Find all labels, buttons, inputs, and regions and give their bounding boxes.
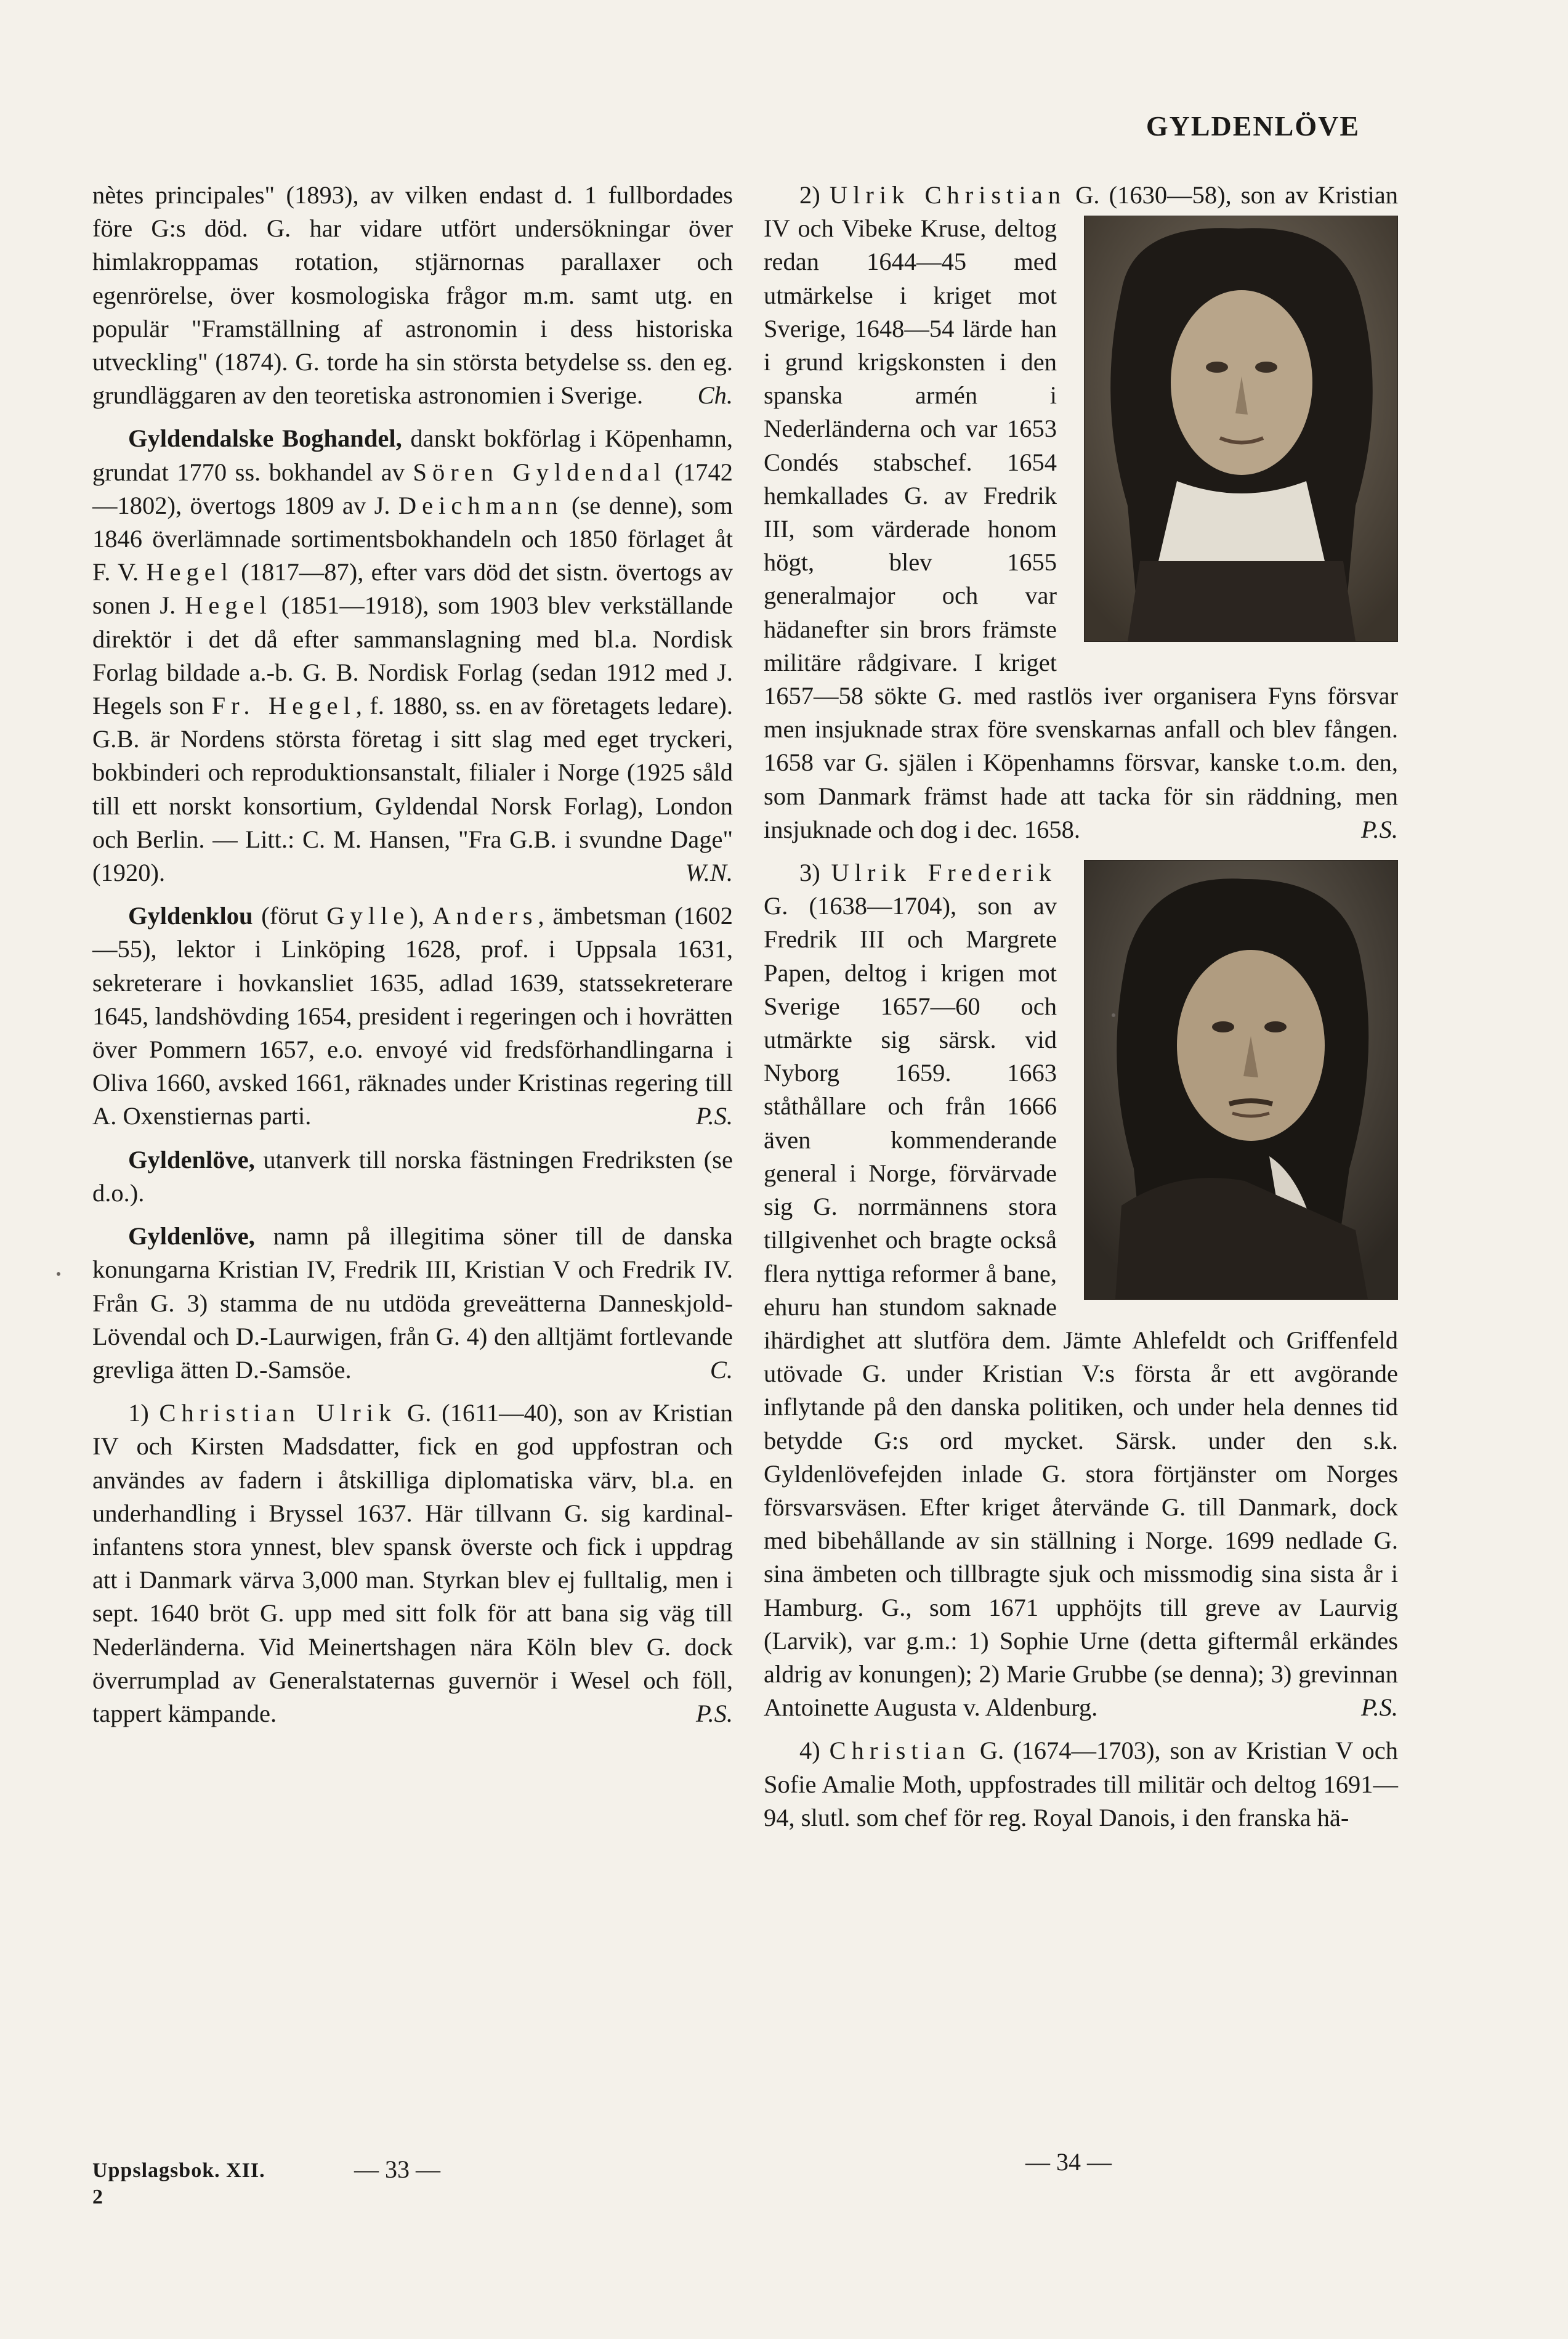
entry-headword: Gyldenlöve, [128,1222,255,1251]
left-column [92,179,733,1740]
page-number-left: — 33 — [354,2155,440,2183]
paragraph-text: ), [410,902,433,930]
author-signature: P.S. [1360,1693,1398,1722]
subentry-number: 3) [799,859,831,887]
signature-mark: 2 [92,2186,103,2208]
person-name: Fr. Hegel [211,692,356,720]
person-name: Gylle [326,902,410,930]
paragraph-text: (1742—1802), övertogs 1809 av J. [92,458,733,519]
author-signature: W.N. [685,859,733,887]
portrait-ulrik-christian [1084,216,1398,642]
portrait-image [1085,861,1397,1299]
margin-speck [1112,1013,1115,1017]
person-name: Christian [829,1737,971,1765]
running-head: GYLDENLÖVE [1146,110,1360,142]
margin-speck [57,1272,60,1276]
person-name: Ulrik Frederik [831,859,1057,887]
person-name: Hegel [185,591,272,620]
paragraph-text: nètes principales" (1893), av vilken endast d. 1 fullbordades före G:s död. G. har vidare utfört undersökningar över himlakroppamas rotation, stjärnornas parallaxer och egenrörelse, över kosmologiska frågor m.m. samt utg. en populär "Framställning af astronomin i dess historiska utveckling" (1874). G. torde ha sin största betydelse ss. den eg. grundläggaren av den teoretiska astronomien i Sverige. [92,181,733,410]
author-signature: P.S. [1360,815,1398,843]
subentry-number: 2) [799,181,830,209]
paragraph-text: G. (1611—40), son av Kristian IV och Kirsten Madsdatter, fick en god uppfostran och användes av fadern i åtskilliga diplomatiska värv, bl.a. en underhandling i Bryssel 1637. Här tillvann G. sig kardinal-infantens stora ynnest, blev spansk överste och fick i uppdrag att i Danmark värva 3,000 man. Styrkan blev ej fulltalig, men i sept. 1640 bröt G. upp med sitt folk för att bana sig väg till Nederländerna. Vid Meinertshagen nära Köln blev G. dock överrumplad av Generalstaternas guvernör i Wesel och föll, tappert kämpande. [92,1399,733,1727]
paragraph-text: , ämbetsman (1602—55), lektor i Linköping 1628, prof. i Uppsala 1631, sekreterare i hovkansliet 1635, adlad 1639, statssekreterare 1645, landshövding 1654, president i regeringen och i hovrätten över Pommern 1657, e.o. envoyé vid fredsförhandlingarna i Oliva 1660, avsked 1661, räknades under Kristinas regering till A. Oxenstiernas parti. [92,902,733,1130]
paragraph-text: (se denne), som 1846 överlämnade sortimentsbokhandeln och 1850 förlaget åt F. V. [92,491,733,586]
author-signature: P.S. [695,1699,733,1727]
entry-continuation [92,179,733,412]
paragraph-text: (1851—1918), som 1903 blev verkställande direktör i det då efter sammanslagning med bl.a. Nordisk Forlag bildade a.-b. G. B. Nordisk Forlag (sedan 1912 med J. Hegels son [92,591,733,720]
subentry-number: 4) [799,1737,830,1765]
page-number-right: — 34 — [1025,2148,1112,2176]
subentry-ulrik-christian [764,179,1398,846]
right-column [764,179,1398,1844]
entry-headword: Gyldenklou [128,902,253,930]
author-signature: C. [709,1355,733,1384]
author-signature: Ch. [697,381,733,410]
paragraph-text: , f. 1880, ss. en av företagets ledare). G.B. är Nordens största företag i sitt slag med eget tryckeri, bokbinderi och reproduktionsanstalt, filialer i Norge (1925 såld till ett norskt konsortium, Gyldendal Norsk Forlag), London och Berlin. — Litt.: C. M. Hansen, "Fra G.B. i svundne Dage" (1920). [92,692,733,887]
paragraph-text: utanverk till norska fästningen Fredriksten (se d.o.). [92,1145,733,1207]
book-title: Uppslagsbok. XII. [92,2159,265,2182]
entry-gyldenlove-family [92,1220,733,1387]
entry-gyldenlove-fortification [92,1143,733,1210]
portrait-ulrik-frederik [1084,860,1398,1300]
paragraph-text: G. (1630—58), son av Kristian IV och Vibeke Kruse, deltog redan 1644—45 med utmärkelse i kriget mot Sverige, 1648—54 lärde han i grund krigskonsten i den spanska armén i Nederländerna och var 1653 Condés stabschef. 1654 hemkallades G. av Fredrik III, som värderade honom högt, blev 1655 generalmajor och var hädanefter sin brors främste militäre rådgivare. I kriget 1657—58 sökte G. med rastlös iver organisera Fyns försvar men insjuknade strax före svenskarnas anfall och blev fången. 1658 var G. själen i Köpenhamns försvar, kanske t.o.m. den, som Danmark främst hade att tacka för sin räddning, men insjuknade och dog i dec. 1658. [764,181,1399,843]
person-name: Sören Gyldendal [413,458,667,486]
paragraph-text: (1817—87), efter vars död det sistn. övertogs av sonen J. [92,558,733,620]
entry-gyldenklou [92,899,733,1133]
portrait-image [1085,216,1397,641]
entry-gyldendalske-boghandel [92,422,733,890]
subentry-christian [764,1734,1398,1834]
paragraph-text: namn på illegitima söner till de danska konungarna Kristian IV, Fredrik III, Kristian V och Fredrik IV. Från G. 3) stamma de nu utdöda greveätterna Danneskjold-Lövendal och D.-Laurwigen, från G. 4) den alltjämt fortlevande grevliga ätten D.-Samsöe. [92,1222,733,1384]
person-name: Anders [432,902,538,930]
subentry-christian-ulrik [92,1397,733,1730]
author-signature: P.S. [695,1102,733,1130]
paragraph-text: (förut [253,902,327,930]
entry-headword: Gyldenlöve, [128,1145,255,1174]
paragraph-text: G. (1674—1703), son av Kristian V och Sofie Amalie Moth, uppfostrades till militär och deltog 1691—94, slutl. som chef för reg. Royal Danois, i den franska hä- [764,1737,1398,1831]
paragraph-text: G. (1638—1704), son av Fredrik III och Margrete Papen, deltog i krigen mot Sverige 1657—60 och utmärkte sig särsk. vid Nyborg 1659. 1663 ståthållare och från 1666 även kommenderande general i Norge, förvärvade sig G. norrmännens stora tillgivenhet och bragte också flera nyttiga reformer å bane, ehuru han stundom saknade ihärdighet att slutföra dem. Jämte Ahlefeldt och Griffenfeld utövade G. under Kristian V:s första år ett avgörande inflytande på den danska politiken, och under hela dennes tid betydde G:s ord mycket. Särsk. under den s.k. Gyldenlövefejden inlade G. stora förtjänster om Norges försvarsväsen. Efter kriget återvände G. till Danmark, dock med bibehållande av sin ställning i Norge. 1699 nedlade G. sina ämbeten och tillbragte sjuk och missmodig sina sista år i Hamburg. G., som 1671 upphöjts till greve av Laurvig (Larvik), var g.m.: 1) Sophie Urne (detta giftermål erkändes aldrig av konungen); 2) Marie Grubbe (se denna); 3) grevinnan Antoinette Augusta v. Aldenburg. [764,892,1398,1722]
person-name: Hegel [146,558,234,586]
person-name: Deichmann [398,491,564,519]
person-name: Ulrik Christian [829,181,1066,209]
subentry-ulrik-frederik [764,856,1398,1724]
subentry-number: 1) [128,1399,160,1427]
paragraph-text: danskt bokförlag i Köpenhamn, grundat 1770 ss. bokhandel av [92,424,733,486]
person-name: Christian Ulrik [159,1399,397,1427]
entry-headword: Gyldendalske Boghandel, [128,424,402,453]
